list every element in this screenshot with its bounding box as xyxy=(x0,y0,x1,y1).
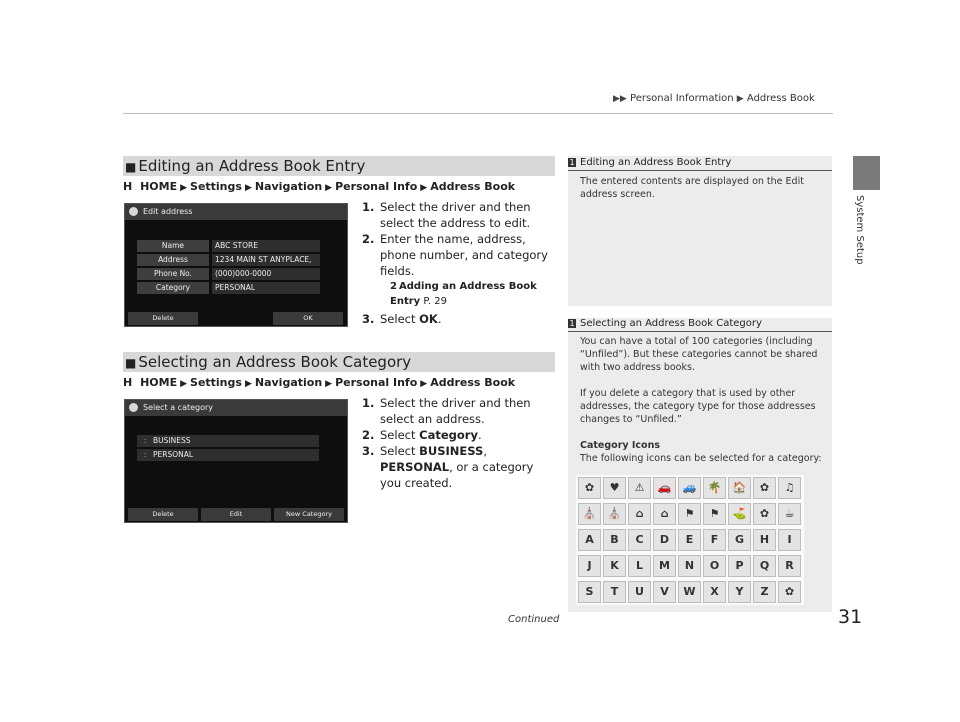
xref-page: P. 29 xyxy=(423,296,447,307)
category-icon: F xyxy=(703,529,726,551)
category-icon: ☕ xyxy=(778,503,801,525)
category-icon: ⌂ xyxy=(628,503,651,525)
category-icon: ⚑ xyxy=(678,503,701,525)
category-icon: U xyxy=(628,581,651,603)
screen-titlebar: Select a category xyxy=(125,400,347,416)
phone-field[interactable]: Phone No. (000)000-0000 xyxy=(137,268,327,280)
note-divider xyxy=(568,170,832,171)
steps-list xyxy=(362,395,554,491)
category-icon: B xyxy=(603,529,626,551)
back-icon[interactable] xyxy=(129,207,138,216)
delete-button[interactable]: Delete xyxy=(128,508,198,521)
arrow-icon: ▶ xyxy=(180,379,188,389)
category-icon: V xyxy=(653,581,676,603)
section-heading: ■ Selecting an Address Book Category xyxy=(123,352,555,372)
delete-button[interactable]: Delete xyxy=(128,312,198,325)
page-number: 31 xyxy=(838,606,863,628)
breadcrumb-arrow-icon: ▶ xyxy=(619,94,627,104)
home-icon: H xyxy=(123,376,133,389)
square-bullet-icon: ■ xyxy=(125,356,137,370)
reference-icon: 2 xyxy=(390,281,397,292)
category-icon: C xyxy=(628,529,651,551)
arrow-icon: ▶ xyxy=(325,379,333,389)
category-field[interactable]: Category PERSONAL xyxy=(137,282,327,294)
category-icon: 🌴 xyxy=(703,477,726,499)
category-icon: I xyxy=(778,529,801,551)
select-category-screen xyxy=(124,399,348,523)
category-icon: N xyxy=(678,555,701,577)
step-item: 2. Select Category. xyxy=(362,428,482,442)
category-icon: 🏠 xyxy=(728,477,751,499)
category-icon: ✿ xyxy=(778,581,801,603)
edit-button[interactable]: Edit xyxy=(201,508,271,521)
category-icon: : xyxy=(143,450,147,459)
category-icon: W xyxy=(678,581,701,603)
note-divider xyxy=(568,331,832,332)
category-icon: A xyxy=(578,529,601,551)
breadcrumb-arrow-icon: ▶ xyxy=(736,94,744,104)
side-tab-marker xyxy=(853,156,880,190)
arrow-icon: ▶ xyxy=(244,183,252,193)
step-item: 2. Enter the name, address, phone number, and category fields. xyxy=(362,232,548,278)
category-icon: ⚑ xyxy=(703,503,726,525)
breadcrumb-item: Personal Information xyxy=(630,93,734,104)
menu-path: H HOME ▶ Settings ▶ Navigation ▶ Personal Info ▶ Address Book xyxy=(123,180,516,193)
arrow-icon: ▶ xyxy=(420,379,428,389)
step-item: 1. Select the driver and then select the address to edit. xyxy=(362,200,531,230)
back-icon[interactable] xyxy=(129,403,138,412)
category-icon: L xyxy=(628,555,651,577)
category-icon: M xyxy=(653,555,676,577)
name-field[interactable]: Name ABC STORE xyxy=(137,240,327,252)
step-item: 3. Select OK. xyxy=(362,312,442,326)
continued-label: Continued xyxy=(508,614,560,625)
category-icon: O xyxy=(703,555,726,577)
category-icon: P xyxy=(728,555,751,577)
category-icon: ♥ xyxy=(603,477,626,499)
breadcrumb xyxy=(613,93,815,104)
category-icon: E xyxy=(678,529,701,551)
category-icon: X xyxy=(703,581,726,603)
note-index-icon: 1 xyxy=(569,158,575,167)
arrow-icon: ▶ xyxy=(420,183,428,193)
edit-address-screen xyxy=(124,203,348,327)
header-divider xyxy=(123,113,833,114)
address-field[interactable]: Address 1234 MAIN ST ANYPLACE, xyxy=(137,254,327,266)
breadcrumb-arrow-icon: ▶ xyxy=(613,94,620,104)
category-icon: Y xyxy=(728,581,751,603)
new-category-button[interactable]: New Category xyxy=(274,508,344,521)
arrow-icon: ▶ xyxy=(180,183,188,193)
arrow-icon: ▶ xyxy=(325,183,333,193)
category-icon: J xyxy=(578,555,601,577)
cross-reference[interactable]: 2 Adding an Address Book Entry P. 29 xyxy=(390,281,537,307)
note-index-icon: 1 xyxy=(569,319,575,328)
step-item: 3. Select BUSINESS, PERSONAL, or a category you created. xyxy=(362,444,534,490)
category-icon: ⌂ xyxy=(653,503,676,525)
category-icon: Z xyxy=(753,581,776,603)
category-icon: ✿ xyxy=(578,477,601,499)
category-icon: ⛳ xyxy=(728,503,751,525)
category-icon: D xyxy=(653,529,676,551)
arrow-icon: ▶ xyxy=(244,379,252,389)
note-title: 1 Editing an Address Book Entry xyxy=(569,157,732,168)
section-heading: ■ Editing an Address Book Entry xyxy=(123,156,555,176)
category-icon: T xyxy=(603,581,626,603)
category-icon: : xyxy=(143,436,147,445)
category-icon: ♫ xyxy=(778,477,801,499)
note-title: 1 Selecting an Address Book Category xyxy=(569,318,762,329)
category-icon: 🚗 xyxy=(653,477,676,499)
steps-list xyxy=(362,199,550,327)
category-icon: S xyxy=(578,581,601,603)
category-icon: 🚙 xyxy=(678,477,701,499)
step-item: 1. Select the driver and then select an address. xyxy=(362,396,531,426)
category-item-personal[interactable]: : PERSONAL xyxy=(137,449,319,461)
category-icon: R xyxy=(778,555,801,577)
category-icon: Q xyxy=(753,555,776,577)
category-icon: ⛪ xyxy=(578,503,601,525)
screen-titlebar: Edit address xyxy=(125,204,347,220)
category-icon: K xyxy=(603,555,626,577)
category-icon: ✿ xyxy=(753,477,776,499)
ok-button[interactable]: OK xyxy=(273,312,343,325)
note-text: You can have a total of 100 categories (including “Unfiled”). But these categories cannot be shared with two address books. If you delete a category that is used by other addresses, the category type for those addresses changes to “Unfiled.” Category Icons The following icons can be selected for a category: xyxy=(580,336,822,464)
note-text: The entered contents are displayed on the Edit address screen. xyxy=(580,176,804,200)
side-tab-label: System Setup xyxy=(854,195,865,265)
breadcrumb-item: Address Book xyxy=(746,93,815,104)
category-item-business[interactable]: : BUSINESS xyxy=(137,435,319,447)
category-icon: G xyxy=(728,529,751,551)
menu-path: H HOME ▶ Settings ▶ Navigation ▶ Personal Info ▶ Address Book xyxy=(123,376,516,389)
category-icon: ✿ xyxy=(753,503,776,525)
category-icon: ⛪ xyxy=(603,503,626,525)
square-bullet-icon: ■ xyxy=(125,160,137,174)
category-icons-grid xyxy=(576,475,804,605)
home-icon: H xyxy=(123,180,133,193)
category-icon: ⚠ xyxy=(628,477,651,499)
category-icon: H xyxy=(753,529,776,551)
